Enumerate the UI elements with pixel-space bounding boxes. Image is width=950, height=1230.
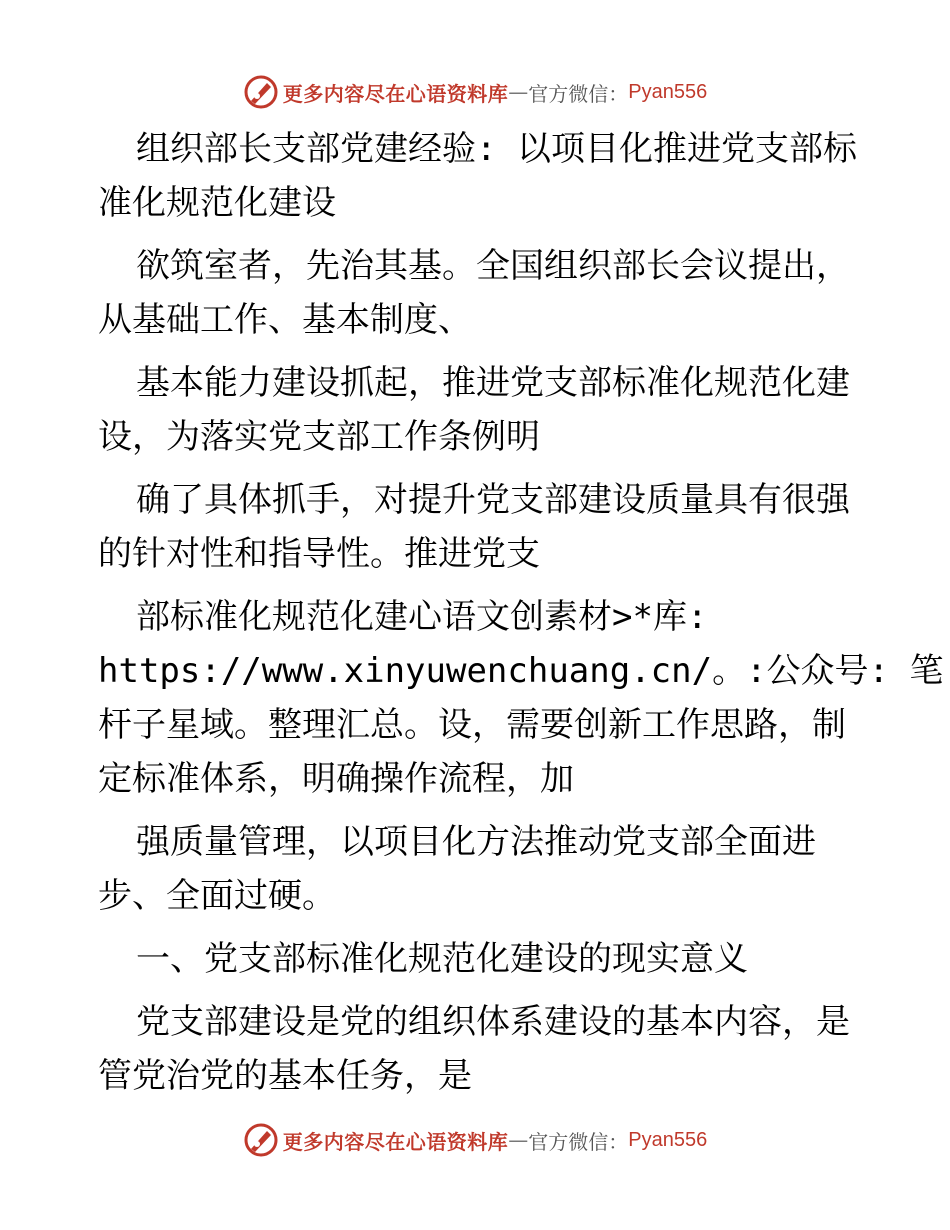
paragraph-line: 基本能力建设抓起，推进党支部标准化规范化建 — [136, 363, 850, 403]
paragraph-line: 确了具体抓手，对提升党支部建设质量具有很强 — [136, 480, 850, 520]
paragraph-line: 强质量管理，以项目化方法推动党支部全面进 — [136, 822, 816, 862]
title-line-2: 准化规范化建设 — [98, 183, 336, 223]
banner-text: 更多内容尽在心语资料库 — [282, 81, 509, 106]
paragraph-line: https://www.xinyuwenchuang.cn/。:公众号: 笔 — [98, 651, 944, 691]
banner-dash: — — [508, 80, 529, 104]
paragraph-line: 定标准体系，明确操作流程，加 — [98, 759, 574, 799]
banner-wechat-id: Pyan556 — [628, 1128, 708, 1151]
paragraph-line: 步、全面过硬。 — [98, 876, 336, 916]
document-body — [98, 122, 944, 1103]
banner-text: 更多内容尽在心语资料库 — [282, 1129, 509, 1154]
paragraph-line: 欲筑室者，先治其基。全国组织部长会议提出， — [136, 246, 850, 286]
paragraph-line: 杆子星域。整理汇总。设，需要创新工作思路，制 — [98, 705, 846, 745]
pen-logo-icon — [243, 74, 279, 110]
banner-wechat-id: Pyan556 — [628, 80, 708, 103]
paragraph-line: 部标准化规范化建心语文创素材>*库: — [136, 597, 708, 637]
paragraph-line: 从基础工作、基本制度、 — [98, 300, 472, 340]
footer-banner — [0, 1120, 950, 1160]
banner-wechat-label: 官方微信： — [528, 81, 629, 106]
banner-wechat-label: 官方微信： — [528, 1129, 629, 1154]
banner-dash: — — [508, 1128, 529, 1152]
header-banner — [0, 72, 950, 112]
paragraph-line: 管党治党的基本任务，是 — [98, 1056, 472, 1096]
paragraph-line: 设，为落实党支部工作条例明 — [98, 417, 540, 457]
paragraph-line: 的针对性和指导性。推进党支 — [98, 534, 540, 574]
title-line-1: 组织部长支部党建经验: 以项目化推进党支部标 — [136, 129, 857, 169]
paragraph-line: 党支部建设是党的组织体系建设的基本内容，是 — [136, 1002, 850, 1042]
section-heading: 一、党支部标准化规范化建设的现实意义 — [136, 939, 748, 979]
pen-logo-icon — [243, 1122, 279, 1158]
